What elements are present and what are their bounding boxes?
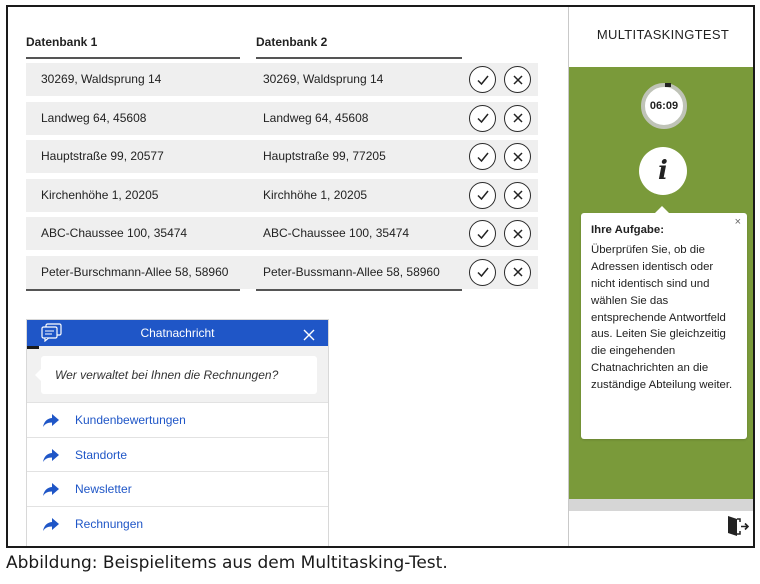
info-area — [569, 67, 755, 499]
identical-button[interactable] — [469, 105, 496, 132]
db2-address: Hauptstraße 99, 77205 — [248, 140, 538, 173]
check-icon — [476, 111, 490, 125]
x-icon — [512, 189, 524, 201]
address-table — [26, 63, 538, 295]
table-row — [26, 179, 538, 212]
table-row — [26, 217, 538, 250]
check-icon — [476, 188, 490, 202]
db2-address: ABC-Chaussee 100, 35474 — [248, 217, 538, 250]
forward-option-kundenbewertungen[interactable] — [27, 402, 328, 437]
check-icon — [476, 73, 490, 87]
timer-progress-mark — [665, 83, 671, 87]
db1-address: ABC-Chaussee 100, 35474 — [26, 217, 248, 250]
countdown-timer — [641, 83, 687, 129]
side-panel — [568, 7, 755, 548]
identical-button[interactable] — [469, 143, 496, 170]
option-label: Rechnungen — [75, 516, 144, 531]
task-tooltip — [581, 213, 747, 439]
check-icon — [476, 227, 490, 241]
forward-arrow-icon — [43, 414, 59, 427]
header-divider — [256, 57, 462, 59]
forward-option-standorte[interactable] — [27, 437, 328, 472]
app-frame — [6, 5, 755, 548]
timer-value: 06:09 — [649, 100, 679, 112]
x-icon — [512, 228, 524, 240]
x-icon — [512, 266, 524, 278]
not-identical-button[interactable] — [504, 259, 531, 286]
forward-arrow-icon — [43, 518, 59, 531]
table-row — [26, 63, 538, 96]
db1-address: 30269, Waldsprung 14 — [26, 63, 248, 96]
option-label: Standorte — [75, 447, 128, 462]
info-button[interactable] — [639, 147, 687, 195]
table-row — [26, 256, 538, 289]
chat-message-area — [27, 346, 328, 402]
identical-button[interactable] — [469, 259, 496, 286]
db2-address: Kirchhöhe 1, 20205 — [248, 179, 538, 212]
table-row — [26, 102, 538, 135]
identical-button[interactable] — [469, 66, 496, 93]
close-icon — [302, 328, 316, 342]
task-description: Überprüfen Sie, ob die Adressen identisch oder nicht identisch sind und wählen Sie das entsprechende Antwortfeld aus. Leiten Sie gleichzeitig die eingehenden Chatnachrichten an die zuständige Abteilung weiter. — [591, 243, 733, 392]
info-icon: i — [658, 156, 668, 186]
forward-option-newsletter[interactable] — [27, 471, 328, 506]
table-divider — [26, 289, 240, 291]
x-icon — [512, 151, 524, 163]
header-divider — [26, 57, 240, 59]
chat-header — [27, 320, 328, 346]
check-icon — [476, 265, 490, 279]
forward-arrow-icon — [43, 449, 59, 462]
option-label: Newsletter — [75, 482, 132, 496]
exit-icon — [725, 514, 749, 538]
forward-arrow-icon — [43, 483, 59, 496]
not-identical-button[interactable] — [504, 143, 531, 170]
chat-window — [26, 319, 329, 548]
forward-option-rechnungen[interactable] — [27, 506, 328, 541]
db1-address: Hauptstraße 99, 20577 — [26, 140, 248, 173]
not-identical-button[interactable] — [504, 105, 531, 132]
chat-title: Chatnachricht — [140, 326, 215, 340]
x-icon — [512, 112, 524, 124]
db2-address: Landweg 64, 45608 — [248, 102, 538, 135]
identical-button[interactable] — [469, 182, 496, 209]
tooltip-close-button[interactable]: × — [734, 216, 741, 228]
not-identical-button[interactable] — [504, 182, 531, 209]
chat-indicator — [27, 346, 39, 349]
exit-button[interactable] — [725, 514, 749, 543]
db2-address: 30269, Waldsprung 14 — [248, 63, 538, 96]
table-divider — [256, 289, 462, 291]
db1-address: Landweg 64, 45608 — [26, 102, 248, 135]
x-icon — [512, 74, 524, 86]
chat-message: Wer verwaltet bei Ihnen die Rechnungen? — [41, 356, 317, 394]
db1-address: Peter-Burschmann-Allee 58, 58960 — [26, 256, 248, 289]
option-label: Kundenbewertungen — [75, 413, 186, 427]
panel-divider — [569, 499, 755, 511]
figure-caption: Abbildung: Beispielitems aus dem Multitasking-Test. — [6, 553, 448, 573]
panel-title: MULTITASKINGTEST — [596, 27, 730, 42]
db1-address: Kirchenhöhe 1, 20205 — [26, 179, 248, 212]
column-header-db2: Datenbank 2 — [256, 35, 328, 49]
column-header-db1: Datenbank 1 — [26, 35, 98, 49]
task-heading: Ihre Aufgabe: — [591, 224, 664, 236]
not-identical-button[interactable] — [504, 66, 531, 93]
table-row — [26, 140, 538, 173]
check-icon — [476, 150, 490, 164]
db2-address: Peter-Bussmann-Allee 58, 58960 — [248, 256, 538, 289]
